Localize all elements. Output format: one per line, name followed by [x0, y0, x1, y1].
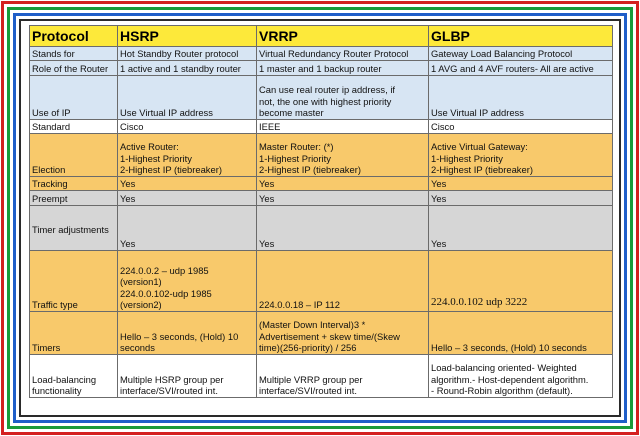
header-protocol: Protocol — [30, 26, 118, 47]
vrrp-cell: Can use real router ip address, if not, the one with highest priority become master — [257, 76, 429, 120]
header-glbp: GLBP — [429, 26, 613, 47]
vrrp-cell: Yes — [257, 177, 429, 191]
row-label: Role of the Router — [30, 61, 118, 76]
vrrp-cell: Virtual Redundancy Router Protocol — [257, 47, 429, 61]
glbp-cell: Active Virtual Gateway: 1-Highest Priority 2-Highest IP (tiebreaker) — [429, 134, 613, 177]
vrrp-cell: 1 master and 1 backup router — [257, 61, 429, 76]
row-role — [30, 61, 613, 76]
header-hsrp: HSRP — [118, 26, 257, 47]
glbp-cell: Yes — [429, 206, 613, 251]
glbp-cell: Yes — [429, 191, 613, 206]
comparison-table — [29, 25, 613, 398]
header-vrrp: VRRP — [257, 26, 429, 47]
hsrp-cell: Active Router: 1-Highest Priority 2-Highest IP (tiebreaker) — [118, 134, 257, 177]
row-preempt — [30, 191, 613, 206]
row-standard — [30, 120, 613, 134]
row-label: Preempt — [30, 191, 118, 206]
row-traffic-type — [30, 251, 613, 312]
vrrp-cell: Multiple VRRP group per interface/SVI/routed int. — [257, 355, 429, 398]
row-label: Traffic type — [30, 251, 118, 312]
row-tracking — [30, 177, 613, 191]
glbp-cell: 224.0.0.102 udp 3222 — [429, 251, 613, 312]
glbp-cell: Yes — [429, 177, 613, 191]
row-label: Timer adjustments — [30, 206, 118, 251]
glbp-cell: Load-balancing oriented- Weighted algorithm.- Host-dependent algorithm. - Round-Robin algorithm (default). — [429, 355, 613, 398]
vrrp-cell: Yes — [257, 191, 429, 206]
row-label: Election — [30, 134, 118, 177]
row-label: Timers — [30, 312, 118, 355]
row-timer-adjustments — [30, 206, 613, 251]
hsrp-cell: 1 active and 1 standby router — [118, 61, 257, 76]
hsrp-cell: Hello – 3 seconds, (Hold) 10 seconds — [118, 312, 257, 355]
row-election — [30, 134, 613, 177]
vrrp-cell: (Master Down Interval)3 * Advertisement + skew time/(Skew time)(256-priority) / 256 — [257, 312, 429, 355]
vrrp-cell: Master Router: (*) 1-Highest Priority 2-Highest IP (tiebreaker) — [257, 134, 429, 177]
row-load-balancing — [30, 355, 613, 398]
vrrp-cell: IEEE — [257, 120, 429, 134]
hsrp-cell: Yes — [118, 206, 257, 251]
header-row — [30, 26, 613, 47]
row-label: Stands for — [30, 47, 118, 61]
glbp-cell: Cisco — [429, 120, 613, 134]
hsrp-cell: Cisco — [118, 120, 257, 134]
glbp-cell: Gateway Load Balancing Protocol — [429, 47, 613, 61]
glbp-cell: 1 AVG and 4 AVF routers- All are active — [429, 61, 613, 76]
hsrp-cell: 224.0.0.2 – udp 1985 (version1) 224.0.0.102-udp 1985 (version2) — [118, 251, 257, 312]
row-timers — [30, 312, 613, 355]
hsrp-cell: Hot Standby Router protocol — [118, 47, 257, 61]
hsrp-cell: Use Virtual IP address — [118, 76, 257, 120]
hsrp-cell: Yes — [118, 191, 257, 206]
vrrp-cell: Yes — [257, 206, 429, 251]
row-label: Tracking — [30, 177, 118, 191]
row-stands-for — [30, 47, 613, 61]
row-label: Use of IP — [30, 76, 118, 120]
glbp-cell: Hello – 3 seconds, (Hold) 10 seconds — [429, 312, 613, 355]
glbp-cell: Use Virtual IP address — [429, 76, 613, 120]
hsrp-cell: Yes — [118, 177, 257, 191]
hsrp-cell: Multiple HSRP group per interface/SVI/routed int. — [118, 355, 257, 398]
row-label: Standard — [30, 120, 118, 134]
vrrp-cell: 224.0.0.18 – IP 112 — [257, 251, 429, 312]
row-label: Load-balancing functionality — [30, 355, 118, 398]
row-use-of-ip — [30, 76, 613, 120]
